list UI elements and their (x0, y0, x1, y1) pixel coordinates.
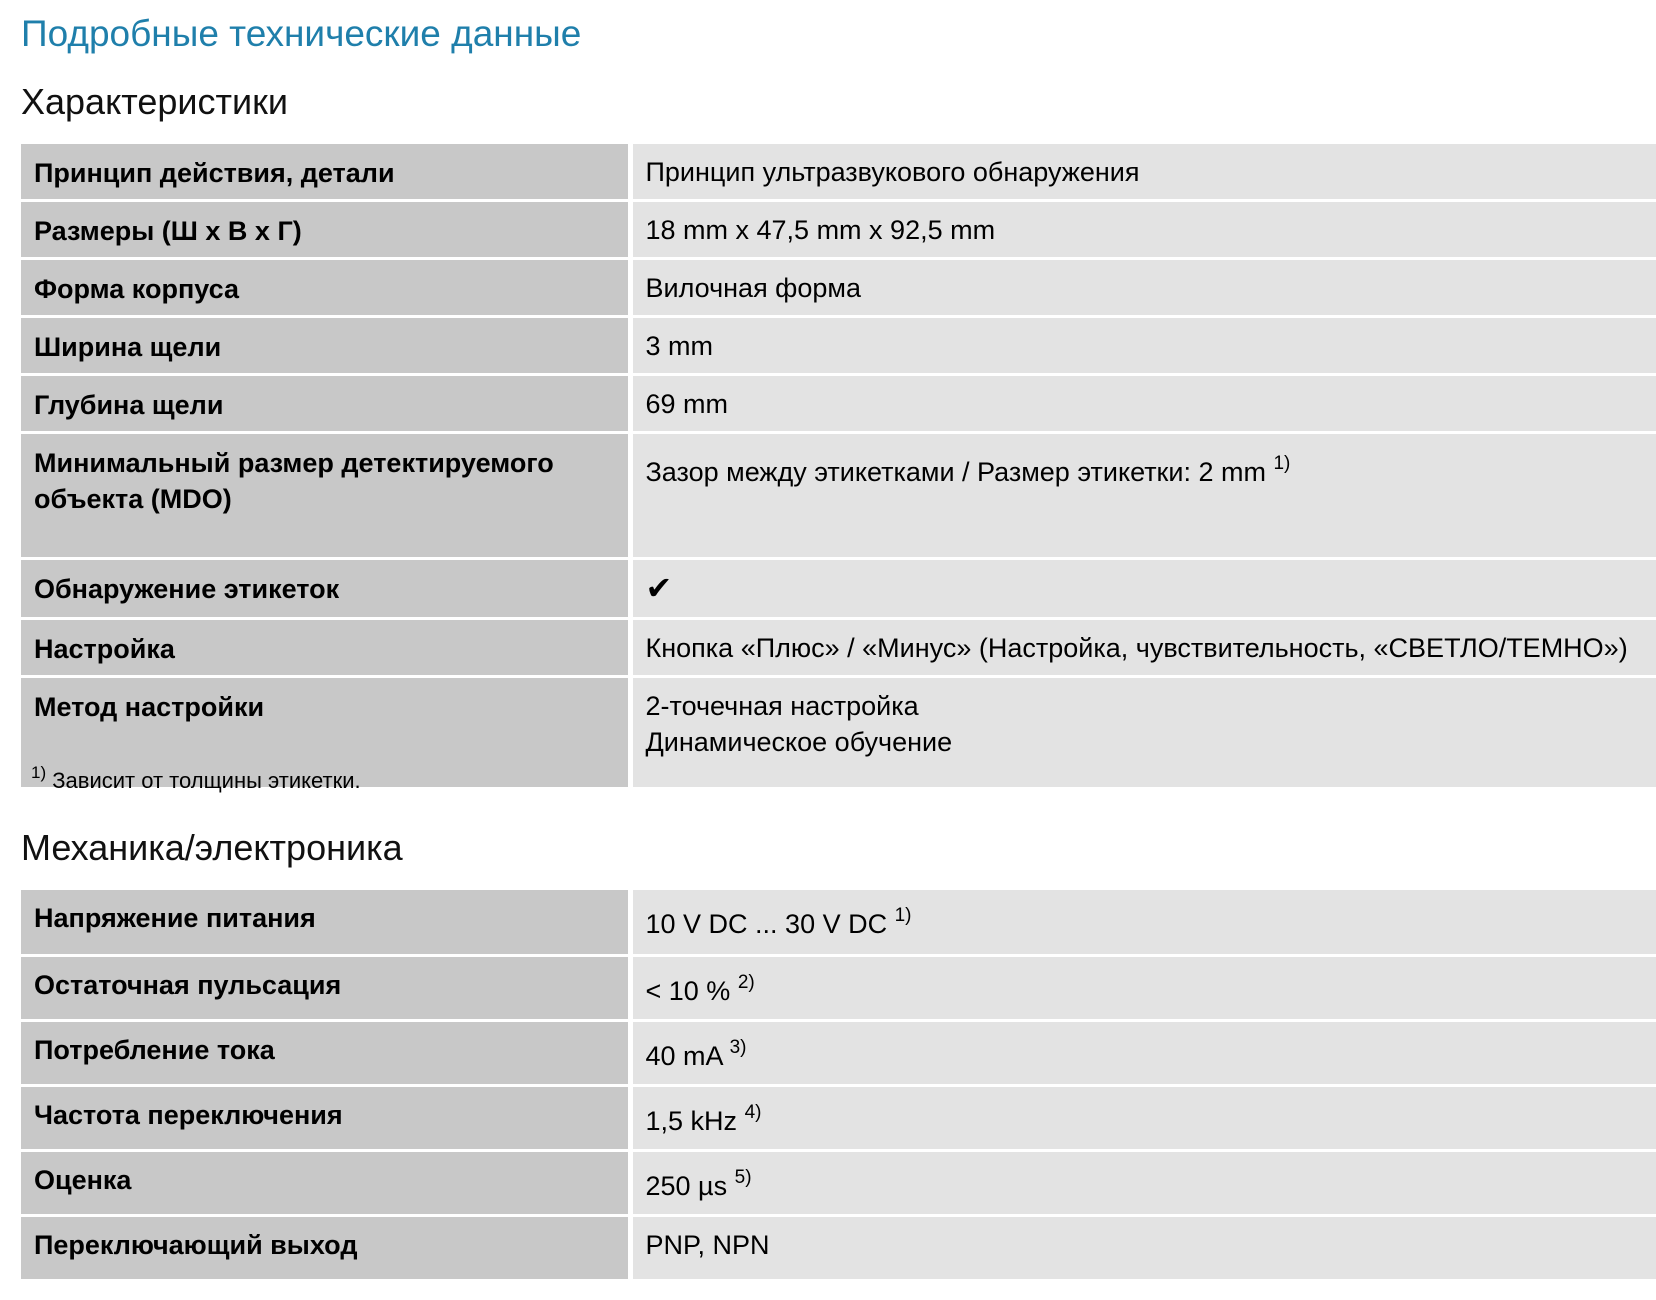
spec-label: Глубина щели (21, 375, 630, 433)
table-row (21, 1150, 1656, 1215)
section-heading-characteristics: Характеристики (21, 81, 288, 122)
spec-value (630, 433, 1656, 559)
spec-value (630, 559, 1656, 619)
spec-value-text: 1,5 kHz (645, 1105, 738, 1136)
table-row (21, 259, 1656, 317)
spec-label: Обнаружение этикеток (21, 559, 630, 619)
spec-value-text: 250 µs (645, 1170, 728, 1201)
table-row (21, 144, 1656, 201)
spec-value: 69 mm (630, 375, 1656, 433)
spec-value: PNP, NPN (630, 1215, 1656, 1280)
mechanics-table (21, 890, 1656, 1282)
checkmark-icon: ✔ (645, 570, 673, 606)
table-row (21, 375, 1656, 433)
footnote-reference: 3) (729, 1036, 747, 1058)
table-row (21, 433, 1656, 559)
spec-value (630, 1020, 1656, 1085)
spec-label: Остаточная пульсация (21, 955, 630, 1020)
spec-value: 3 mm (630, 317, 1656, 375)
spec-label: Минимальный размер детектируемого объекта (MDO) (21, 433, 630, 559)
footnote-reference: 2) (737, 971, 755, 993)
spec-value (630, 1085, 1656, 1150)
spec-label: Форма корпуса (21, 259, 630, 317)
footnote-mark: 1) (31, 762, 47, 782)
table-row (21, 890, 1656, 955)
spec-value (630, 1150, 1656, 1215)
table-row (21, 955, 1656, 1020)
spec-label: Метод настройки (21, 677, 630, 789)
table-row (21, 1215, 1656, 1280)
spec-label: Напряжение питания (21, 890, 630, 955)
spec-label: Частота переключения (21, 1085, 630, 1150)
spec-value: Вилочная форма (630, 259, 1656, 317)
spec-label: Переключающий выход (21, 1215, 630, 1280)
spec-value-text: 40 mA (645, 1040, 723, 1071)
spec-label: Потребление тока (21, 1020, 630, 1085)
spec-value-line: 2-точечная настройка (645, 691, 919, 721)
spec-value: 18 mm x 47,5 mm x 92,5 mm (630, 201, 1656, 259)
spec-value (630, 890, 1656, 955)
spec-label: Настройка (21, 619, 630, 677)
footnote-reference: 4) (744, 1101, 762, 1123)
footnote-text: Зависит от толщины этикетки. (52, 768, 361, 793)
table-row (21, 559, 1656, 619)
table-row (21, 1020, 1656, 1085)
footnote-reference: 1) (894, 905, 912, 926)
table-row (21, 317, 1656, 375)
spec-value-line: Динамическое обучение (645, 727, 953, 757)
spec-value (630, 955, 1656, 1020)
spec-label: Принцип действия, детали (21, 144, 630, 201)
page-title: Подробные технические данные (21, 13, 582, 54)
spec-value-text: < 10 % (645, 975, 731, 1006)
spec-label: Оценка (21, 1150, 630, 1215)
spec-label: Размеры (Ш x В x Г) (21, 201, 630, 259)
spec-value (630, 677, 1656, 789)
characteristics-table (21, 144, 1656, 790)
footnote-reference: 1) (1273, 453, 1291, 474)
spec-value-text: 10 V DC ... 30 V DC (645, 909, 888, 939)
spec-value: Принцип ультразвукового обнаружения (630, 144, 1656, 201)
section-heading-mechanics: Механика/электроника (21, 827, 403, 868)
table-row (21, 619, 1656, 677)
spec-value: Кнопка «Плюс» / «Минус» (Настройка, чувствительность, «СВЕТЛО/ТЕМНО») (630, 619, 1656, 677)
footnote-reference: 5) (734, 1166, 752, 1188)
spec-value-text: Зазор между этикетками / Размер этикетки: 2 mm (645, 457, 1266, 487)
table-row (21, 1085, 1656, 1150)
footnote (31, 762, 361, 794)
spec-label: Ширина щели (21, 317, 630, 375)
table-row (21, 201, 1656, 259)
